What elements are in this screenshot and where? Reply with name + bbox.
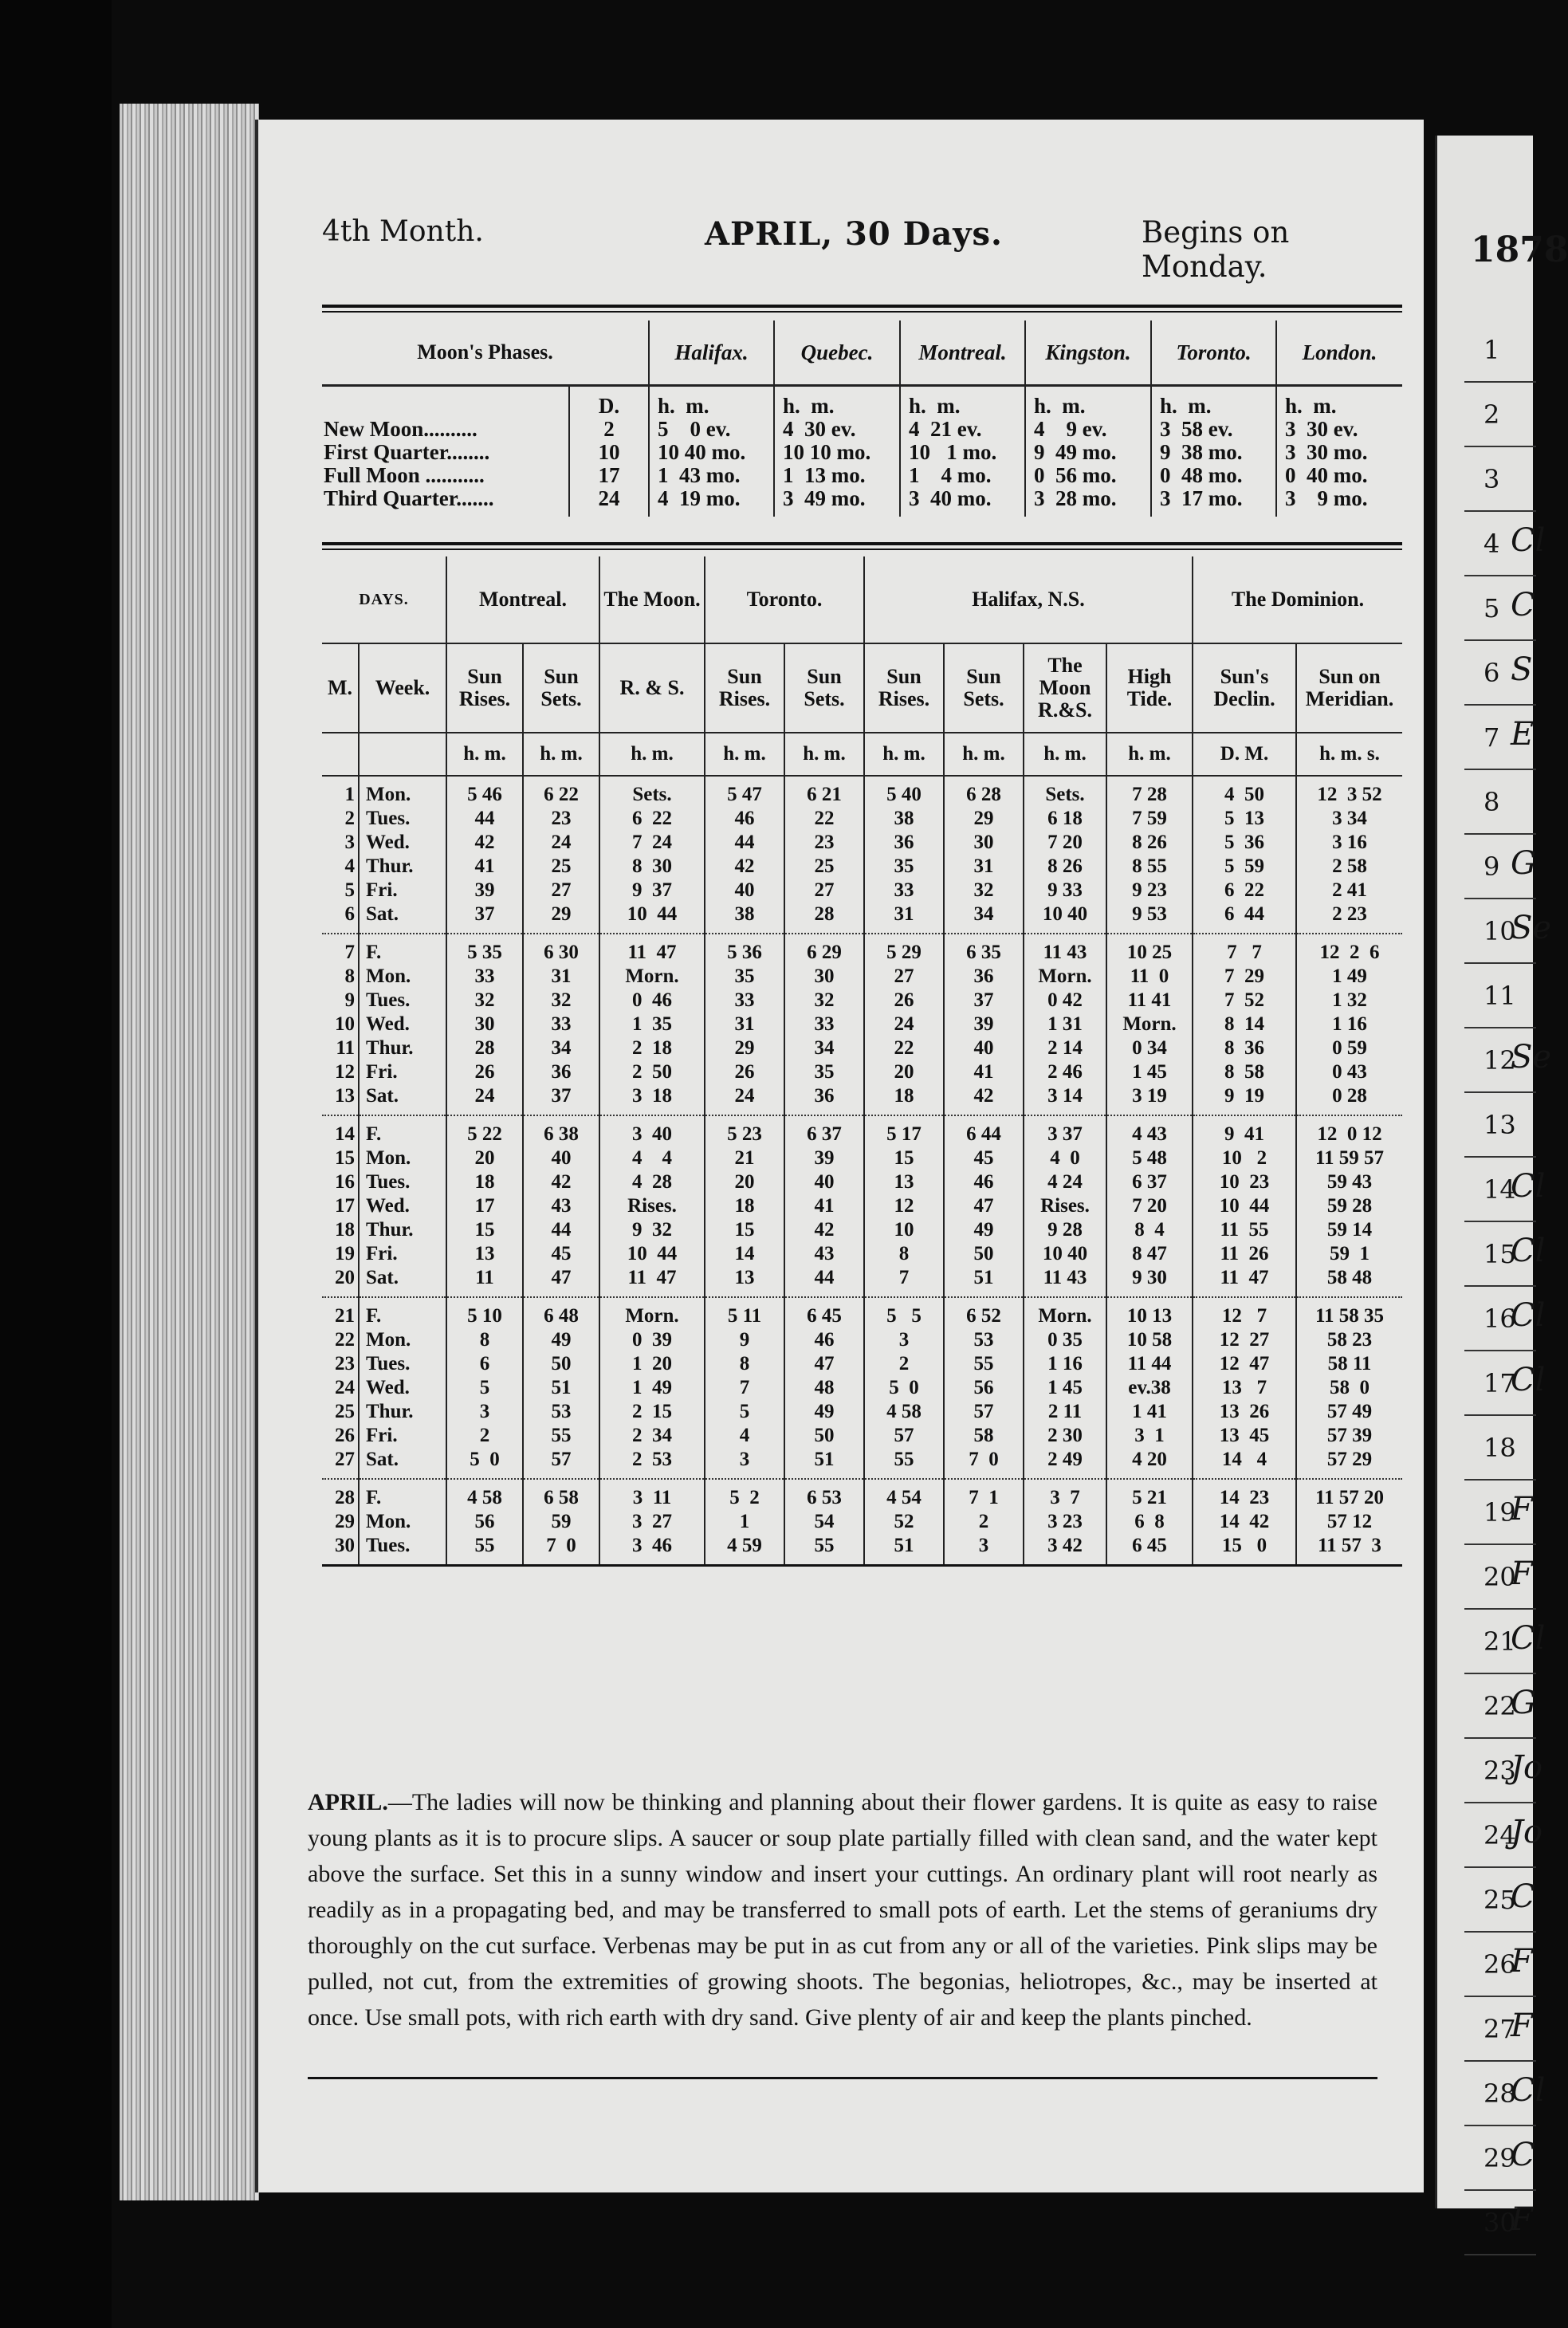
cell-montreal-sets: 6 30 31 32 33 34 36 37 [523,934,599,1115]
facing-handwriting: F [1511,2201,1533,2238]
facing-rule-line [1464,769,1536,770]
facing-day-number: 19 [1484,1497,1516,1528]
almanac-page [255,120,1424,2192]
facing-handwriting: F [1511,1555,1533,1592]
top-rule-thin [322,311,1402,313]
cell-day-number: 1 2 3 4 5 6 [322,776,359,934]
facing-day-number: 14 [1484,1174,1516,1205]
cell-sun-declination: 4 50 5 13 5 36 5 59 6 22 6 44 [1193,776,1296,934]
city-montreal: Montreal. [900,320,1025,386]
facing-day-number: 24 [1484,1820,1516,1850]
cell-halifax-rises: 5 29 27 26 24 22 20 18 [864,934,944,1115]
facing-rule-line [1464,639,1536,641]
col-halifax-moon: The Moon R.&S. [1024,643,1106,733]
facing-rule-line [1464,2189,1536,2191]
cell-montreal-rises: 4 58 56 55 [446,1479,523,1566]
cell-halifax-sets: 6 44 45 46 47 49 50 51 [944,1115,1024,1297]
facing-day-number: 12 [1484,1045,1516,1076]
facing-day-number: 17 [1484,1368,1516,1398]
cell-moon-rise-set: Sets. 6 22 7 24 8 30 9 37 10 44 [599,776,705,934]
facing-handwriting: Cl [1511,1297,1546,1334]
facing-rule-line [1464,1737,1536,1739]
cell-halifax-rises: 5 5 3 2 5 0 4 58 57 55 [864,1297,944,1479]
city-quebec: Quebec. [774,320,900,386]
facing-rule-line [1464,381,1536,383]
col-montreal-rises: Sun Rises. [446,643,523,733]
bottom-rule [308,2077,1377,2079]
cell-montreal-rises: 5 10 8 6 5 3 2 5 0 [446,1297,523,1479]
cell-sun-meridian: 12 2 6 1 49 1 32 1 16 0 59 0 43 0 28 [1296,934,1402,1115]
facing-day-number: 3 [1484,464,1500,494]
cell-moon-rise-set: Morn. 0 39 1 20 1 49 2 15 2 34 2 53 [599,1297,705,1479]
city-toronto: Toronto. [1151,320,1276,386]
unit-toronto-rises: h. m. [705,733,784,776]
unit-moon-rs: h. m. [599,733,705,776]
facing-rule-line [1464,1608,1536,1610]
cell-day-number: 21 22 23 24 25 26 27 [322,1297,359,1479]
cell-halifax-rises: 5 17 15 13 12 10 8 7 [864,1115,944,1297]
facing-handwriting: Se [1511,1039,1552,1076]
facing-handwriting: Cl [1511,2072,1546,2109]
note-text: —The ladies will now be thinking and planning about their flower gardens. It is quite as easy to raise young plants as it is to procure slips. A saucer or soup plate partially filled with clean sand, and the water kept above the surface. Set this in a sunny window and insert your cuttings. An ordinary plant will root nearly as readily as in a propagating bed, and may be transferred to small pots of earth. Let the stems of geraniums dry thoroughly on the cut surface. Verbenas may be put in as cut from any or all of the varieties. Pink slips may be pulled, not cut, from the extremities of growing shoots. The begonias, heliotropes, &c., may be inserted at once. Use small pots, with rich earth with dry sand. Give plenty of air and keep the plants pinched. [308,1789,1377,2031]
facing-day-number: 22 [1484,1691,1516,1721]
cell-toronto-rises: 5 2 1 4 59 [705,1479,784,1566]
cell-sun-declination: 14 23 14 42 15 0 [1193,1479,1296,1566]
cell-toronto-rises: 5 23 21 20 18 15 14 13 [705,1115,784,1297]
facing-day-number: 8 [1484,787,1500,817]
col-week: Week. [359,643,446,733]
col-toronto-sets: Sun Sets. [784,643,864,733]
facing-rule-line [1464,575,1536,576]
cell-high-tide: 4 43 5 48 6 37 7 20 8 4 8 47 9 30 [1106,1115,1193,1297]
group-dominion: The Dominion. [1193,556,1402,643]
facing-handwriting: Cl [1511,1233,1546,1269]
cell-montreal-sets: 6 38 40 42 43 44 45 47 [523,1115,599,1297]
cell-halifax-moon: Morn. 0 35 1 16 1 45 2 11 2 30 2 49 [1024,1297,1106,1479]
cell-toronto-sets: 6 53 54 55 [784,1479,864,1566]
facing-handwriting: Se [1511,910,1552,946]
unit-week [359,733,446,776]
facing-day-number: 11 [1484,981,1516,1011]
unit-m [322,733,359,776]
binding-shadow [0,0,112,2328]
cell-weekday: F. Mon. Tues. [359,1479,446,1566]
facing-handwriting: Cl [1511,522,1546,559]
group-days: DAYS. [322,556,446,643]
facing-handwriting: Jo [1511,1749,1543,1786]
note-lead: APRIL. [308,1789,388,1815]
facing-page-year: 1878 [1471,230,1568,270]
table-row [322,776,1402,934]
cell-sun-meridian: 11 58 35 58 23 58 11 58 0 57 49 57 39 57 29 [1296,1297,1402,1479]
facing-handwriting: Cl [1511,1620,1546,1657]
cell-moon-rise-set: 3 11 3 27 3 46 [599,1479,705,1566]
unit-montreal-rises: h. m. [446,733,523,776]
facing-rule-line [1464,1414,1536,1416]
col-high-tide: High Tide. [1106,643,1193,733]
facing-day-number: 30 [1484,2208,1516,2238]
cell-halifax-moon: Sets. 6 18 7 20 8 26 9 33 10 40 [1024,776,1106,934]
facing-day-number: 18 [1484,1433,1516,1463]
facing-rule-line [1464,1996,1536,1997]
begins-label: Begins on Monday. [1142,215,1290,284]
facing-day-number: 6 [1484,658,1500,688]
facing-handwriting: S [1511,651,1533,688]
cell-sun-declination: 7 7 7 29 7 52 8 14 8 36 8 58 9 19 [1193,934,1296,1115]
group-montreal: Montreal. [446,556,599,643]
cell-sun-meridian: 12 0 12 11 59 57 59 43 59 28 59 14 59 1 58 48 [1296,1115,1402,1297]
col-month-day: M. [322,643,359,733]
facing-day-number: 20 [1484,1562,1516,1592]
facing-rule-line [1464,833,1536,835]
facing-handwriting: F [1511,1491,1533,1528]
facing-rule-line [1464,2125,1536,2126]
facing-handwriting: C [1511,2137,1535,2173]
facing-handwriting: C [1511,1878,1535,1915]
cell-montreal-rises: 5 22 20 18 17 15 13 11 [446,1115,523,1297]
cell-high-tide: 10 25 11 0 11 41 Morn. 0 34 1 45 3 19 [1106,934,1193,1115]
cell-toronto-rises: 5 36 35 33 31 29 26 24 [705,934,784,1115]
facing-rule-line [1464,898,1536,899]
table-row [322,934,1402,1115]
table-row [322,1479,1402,1566]
top-rule [322,305,1402,308]
mid-rule-thin [322,549,1402,550]
unit-halifax-rises: h. m. [864,733,944,776]
facing-handwriting: F [1511,2008,1533,2044]
page-stack-edges [120,104,259,2200]
facing-day-number: 21 [1484,1626,1516,1657]
cell-sun-declination: 12 7 12 27 12 47 13 7 13 26 13 45 14 4 [1193,1297,1296,1479]
cell-day-number: 14 15 16 17 18 19 20 [322,1115,359,1297]
cell-montreal-rises: 5 35 33 32 30 28 26 24 [446,934,523,1115]
facing-handwriting: G [1511,1685,1536,1721]
col-montreal-sets: Sun Sets. [523,643,599,733]
facing-day-number: 28 [1484,2078,1516,2109]
cell-toronto-sets: 6 45 46 47 48 49 50 51 [784,1297,864,1479]
facing-handwriting: F [1511,1943,1533,1980]
facing-handwriting: Cl [1511,1362,1546,1398]
cell-day-number: 7 8 9 10 11 12 13 [322,934,359,1115]
cell-sun-declination: 9 41 10 2 10 23 10 44 11 55 11 26 11 47 [1193,1115,1296,1297]
cell-weekday: Mon. Tues. Wed. Thur. Fri. Sat. [359,776,446,934]
facing-rule-line [1464,446,1536,447]
facing-rule-line [1464,1673,1536,1674]
facing-day-number: 27 [1484,2014,1516,2044]
cell-weekday: F. Mon. Tues. Wed. Thur. Fri. Sat. [359,934,446,1115]
facing-rule-line [1464,2060,1536,2062]
cell-montreal-sets: 6 48 49 50 51 53 55 57 [523,1297,599,1479]
phase-times-toronto: h. m. 3 58 ev. 9 38 mo. 0 48 mo. 3 17 mo. [1151,386,1276,517]
unit-halifax-moon: h. m. [1024,733,1106,776]
facing-page [1435,136,1568,2238]
facing-day-number: 9 [1484,851,1500,882]
col-halifax-sets: Sun Sets. [944,643,1024,733]
facing-day-number: 4 [1484,529,1500,559]
cell-halifax-sets: 7 1 2 3 [944,1479,1024,1566]
cell-day-number: 28 29 30 [322,1479,359,1566]
facing-rule-line [1464,2254,1536,2255]
page-title: APRIL, 30 Days. [705,215,1003,253]
city-halifax: Halifax. [649,320,774,386]
col-sun-declination: Sun's Declin. [1193,643,1296,733]
cell-moon-rise-set: 11 47 Morn. 0 46 1 35 2 18 2 50 3 18 [599,934,705,1115]
facing-handwriting: C [1511,587,1535,623]
facing-rule-line [1464,1091,1536,1093]
facing-rule-line [1464,1866,1536,1868]
facing-rule-line [1464,1543,1536,1545]
phase-times-kingston: h. m. 4 9 ev. 9 49 mo. 0 56 mo. 3 28 mo. [1025,386,1151,517]
cell-halifax-sets: 6 52 53 55 56 57 58 7 0 [944,1297,1024,1479]
cell-weekday: F. Mon. Tues. Wed. Thur. Fri. Sat. [359,1297,446,1479]
phase-times-quebec: h. m. 4 30 ev. 10 10 mo. 1 13 mo. 3 49 mo. [774,386,900,517]
col-sun-meridian: Sun on Meridian. [1296,643,1402,733]
daily-table [322,556,1402,1567]
cell-high-tide: 7 28 7 59 8 26 8 55 9 23 9 53 [1106,776,1193,934]
cell-toronto-rises: 5 11 9 8 7 5 4 3 [705,1297,784,1479]
facing-rule-line [1464,1931,1536,1933]
cell-halifax-moon: 3 37 4 0 4 24 Rises. 9 28 10 40 11 43 [1024,1115,1106,1297]
facing-day-number: 13 [1484,1110,1516,1140]
moon-phases-header: Moon's Phases. [322,320,649,386]
cell-halifax-sets: 6 35 36 37 39 40 41 42 [944,934,1024,1115]
facing-day-number: 15 [1484,1239,1516,1269]
col-halifax-rises: Sun Rises. [864,643,944,733]
facing-handwriting: Jo [1511,1814,1543,1850]
facing-day-number: 10 [1484,916,1516,946]
group-toronto: Toronto. [705,556,864,643]
facing-day-number: 5 [1484,593,1500,623]
unit-meridian: h. m. s. [1296,733,1402,776]
unit-halifax-sets: h. m. [944,733,1024,776]
cell-sun-meridian: 11 57 20 57 12 11 57 3 [1296,1479,1402,1566]
facing-rule-line [1464,1027,1536,1028]
facing-day-number: 26 [1484,1949,1516,1980]
april-note [308,1784,1377,2035]
cell-halifax-rises: 5 40 38 36 35 33 31 [864,776,944,934]
city-london: London. [1276,320,1402,386]
cell-sun-meridian: 12 3 52 3 34 3 16 2 58 2 41 2 23 [1296,776,1402,934]
facing-rule-line [1464,1802,1536,1803]
moon-phases-table [322,320,1402,517]
week-rows [322,776,1402,1566]
facing-rule-line [1464,1285,1536,1287]
phase-days: D. 2 10 17 24 [569,386,649,517]
cell-weekday: F. Mon. Tues. Wed. Thur. Fri. Sat. [359,1115,446,1297]
facing-day-number: 7 [1484,722,1500,753]
table-row [322,1115,1402,1297]
facing-rule-line [1464,1479,1536,1481]
mid-rule [322,542,1402,545]
unit-montreal-sets: h. m. [523,733,599,776]
cell-toronto-rises: 5 47 46 44 42 40 38 [705,776,784,934]
cell-montreal-rises: 5 46 44 42 41 39 37 [446,776,523,934]
facing-day-number: 1 [1484,335,1500,365]
facing-rule-line [1464,704,1536,706]
facing-handwriting: Cl [1511,1168,1546,1205]
cell-montreal-sets: 6 22 23 24 25 27 29 [523,776,599,934]
col-toronto-rises: Sun Rises. [705,643,784,733]
facing-day-number: 23 [1484,1756,1516,1786]
facing-rule-line [1464,1221,1536,1222]
unit-high-tide: h. m. [1106,733,1193,776]
facing-day-number: 29 [1484,2143,1516,2173]
phase-times-halifax: h. m. 5 0 ev. 10 40 mo. 1 43 mo. 4 19 mo. [649,386,774,517]
facing-rule-line [1464,1350,1536,1351]
cell-montreal-sets: 6 58 59 7 0 [523,1479,599,1566]
facing-rule-line [1464,1156,1536,1158]
facing-day-number: 2 [1484,399,1500,430]
cell-halifax-sets: 6 28 29 30 31 32 34 [944,776,1024,934]
facing-handwriting: E [1511,716,1535,753]
cell-high-tide: 10 13 10 58 11 44 ev.38 1 41 3 1 4 20 [1106,1297,1193,1479]
cell-toronto-sets: 6 29 30 32 33 34 35 36 [784,934,864,1115]
cell-halifax-rises: 4 54 52 51 [864,1479,944,1566]
phase-times-london: h. m. 3 30 ev. 3 30 mo. 0 40 mo. 3 9 mo. [1276,386,1402,517]
facing-handwriting: G [1511,845,1536,882]
cell-high-tide: 5 21 6 8 6 45 [1106,1479,1193,1566]
phase-times-montreal: h. m. 4 21 ev. 10 1 mo. 1 4 mo. 3 40 mo. [900,386,1025,517]
month-label: 4th Month. [322,215,484,248]
facing-day-number: 25 [1484,1885,1516,1915]
group-moon: The Moon. [599,556,705,643]
group-halifax: Halifax, N.S. [864,556,1193,643]
table-row [322,1297,1402,1479]
cell-moon-rise-set: 3 40 4 4 4 28 Rises. 9 32 10 44 11 47 [599,1115,705,1297]
city-kingston: Kingston. [1025,320,1151,386]
unit-declination: D. M. [1193,733,1296,776]
cell-halifax-moon: 3 7 3 23 3 42 [1024,1479,1106,1566]
cell-toronto-sets: 6 37 39 40 41 42 43 44 [784,1115,864,1297]
unit-toronto-sets: h. m. [784,733,864,776]
cell-toronto-sets: 6 21 22 23 25 27 28 [784,776,864,934]
facing-rule-line [1464,962,1536,964]
cell-halifax-moon: 11 43 Morn. 0 42 1 31 2 14 2 46 3 14 [1024,934,1106,1115]
phase-names: New Moon.......... First Quarter........ Full Moon ........... Third Quarter....... [324,417,494,510]
col-moon-rs: R. & S. [599,643,705,733]
facing-rule-line [1464,510,1536,512]
facing-day-number: 16 [1484,1304,1516,1334]
